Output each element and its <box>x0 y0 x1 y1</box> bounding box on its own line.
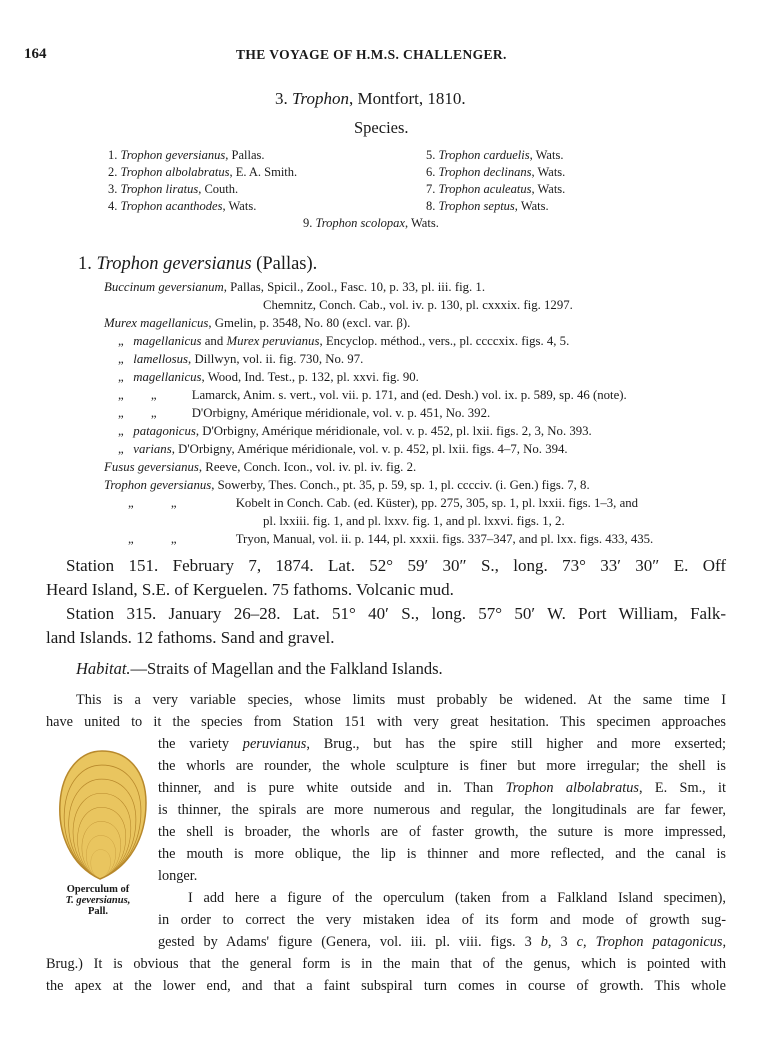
page-number: 164 <box>24 46 47 62</box>
synonym-line-6: „ magellanicus, Wood, Ind. Test., p. 132, pl. xxvi. fig. 90. <box>118 370 419 384</box>
species-item-5: 5. Trophon carduelis, Wats. <box>426 148 564 162</box>
species-section-heading: 1. Trophon geversianus (Pallas). <box>78 254 318 274</box>
figure-caption <box>44 884 152 917</box>
station-line-3: Station 315. January 26–28. Lat. 51° 40′ S., long. 57° 50′ W. Port William, Falk- <box>66 604 726 623</box>
body-line-9: longer. <box>158 868 198 884</box>
body-line-10: I add here a figure of the operculum (taken from a Falkland Island specimen), <box>188 890 726 906</box>
species-item-4: 4. Trophon acanthodes, Wats. <box>108 199 257 213</box>
operculum-figure <box>52 745 152 885</box>
station-line-1: Station 151. February 7, 1874. Lat. 52° 59′ 30″ S., long. 73° 33′ 30″ E. Off <box>66 556 726 575</box>
body-line-7: the shell is broader, the whorls are of faster growth, the suture is more impressed, <box>158 824 726 840</box>
genus-name: Trophon <box>292 89 350 108</box>
synonym-line-7: „ „ Lamarck, Anim. s. vert., vol. vii. p. 171, and (ed. Desh.) vol. ix. p. 589, sp. 46 (note). <box>118 388 627 402</box>
species-item-6: 6. Trophon declinans, Wats. <box>426 165 566 179</box>
synonym-line-11: Fusus geversianus, Reeve, Conch. Icon., vol. iv. pl. iv. fig. 2. <box>104 460 417 474</box>
genus-number: 3. <box>275 89 288 108</box>
operculum-outline <box>60 751 146 879</box>
body-line-13: Brug.) It is obvious that the general form is in the main that of the genus, which is pointed with <box>46 956 726 972</box>
synonym-line-14: pl. lxxiii. fig. 1, and pl. lxxv. fig. 1, and pl. lxxvi. figs. 1, 2. <box>263 514 565 528</box>
synonym-line-15: „ „ Tryon, Manual, vol. ii. p. 144, pl. xxxii. figs. 337–347, and pl. lxx. figs. 433, 435. <box>128 532 654 546</box>
species-item-1: 1. Trophon geversianus, Pallas. <box>108 148 265 162</box>
body-line-6: is thinner, the spirals are more numerous and regular, the longitudinals are far fewer, <box>158 802 726 818</box>
body-line-11: in order to correct the very mistaken idea of its form and mode of growth sug- <box>158 912 726 928</box>
species-item-7: 7. Trophon aculeatus, Wats. <box>426 182 566 196</box>
synonym-line-8: „ „ D'Orbigny, Amérique méridionale, vol. v. p. 451, No. 392. <box>118 406 491 420</box>
body-line-4: the whorls are rounder, the whole sculpture is finer but more irregular; the shell is <box>158 758 726 774</box>
species-item-9: 9. Trophon scolopax, Wats. <box>303 216 439 230</box>
habitat-line: Habitat.—Straits of Magellan and the Falkland Islands. <box>76 659 443 678</box>
running-title: THE VOYAGE OF H.M.S. CHALLENGER. <box>236 47 507 62</box>
synonym-line-10: „ varians, D'Orbigny, Amérique méridionale, vol. v. p. 452, pl. lxii. figs. 4–7, No. 394. <box>118 442 568 456</box>
body-line-1: This is a very variable species, whose limits must probably be widened. At the same time I <box>76 692 726 708</box>
genus-heading <box>275 89 466 109</box>
synonym-line-12: Trophon geversianus, Sowerby, Thes. Conch., pt. 35, p. 59, sp. 1, pl. cccciv. (i. Gen.) figs. 7, 8. <box>104 478 590 492</box>
species-item-8: 8. Trophon septus, Wats. <box>426 199 549 213</box>
figure-caption-line-3: Pall. <box>87 906 109 917</box>
synonym-line-9: „ patagonicus, D'Orbigny, Amérique méridionale, vol. v. p. 452, pl. lxii. figs. 2, 3, No. 393. <box>118 424 592 438</box>
synonym-line-4: „ magellanicus and Murex peruvianus, Encyclop. méthod., vers., pl. ccccxix. figs. 4, 5. <box>118 334 570 348</box>
body-line-2: have united to it the species from Station 151 with very great hesitation. This specimen approaches <box>46 714 726 730</box>
species-item-2: 2. Trophon albolabratus, E. A. Smith. <box>108 165 298 179</box>
synonym-line-13: „ „ Kobelt in Conch. Cab. (ed. Küster), pp. 275, 305, sp. 1, pl. lxxii. figs. 1–3, and <box>128 496 639 510</box>
synonym-line-3: Murex magellanicus, Gmelin, p. 3548, No. 80 (excl. var. β). <box>104 316 411 330</box>
station-line-4: land Islands. 12 fathoms. Sand and gravel. <box>46 628 335 647</box>
body-line-5: thinner, and is pure white outside and in. Than Trophon albolabratus, E. Sm., it <box>158 780 726 796</box>
synonym-line-5: „ lamellosus, Dillwyn, vol. ii. fig. 730, No. 97. <box>118 352 364 366</box>
synonym-line-2: Chemnitz, Conch. Cab., vol. iv. p. 130, pl. cxxxix. fig. 1297. <box>263 298 573 312</box>
species-item-3: 3. Trophon liratus, Couth. <box>108 182 239 196</box>
body-line-8: the mouth is more oblique, the lip is thinner and more reflected, and the canal is <box>158 846 726 862</box>
figure-caption-line-2: T. geversianus, <box>65 895 131 906</box>
body-line-14: the apex at the lower end, and that a faint subspiral turn comes in course of growth. This whole <box>46 978 726 994</box>
synonym-line-1: Buccinum geversianum, Pallas, Spicil., Zool., Fasc. 10, p. 33, pl. iii. fig. 1. <box>104 280 486 294</box>
body-line-12: gested by Adams' figure (Genera, vol. iii. pl. viii. figs. 3 b, 3 c, Trophon patagonicus, <box>158 934 727 950</box>
body-line-3: the variety peruvianus, Brug., but has the spire still higher and more exserted; <box>158 736 726 752</box>
figure-caption-line-1: Operculum of <box>66 884 130 895</box>
station-line-2: Heard Island, S.E. of Kerguelen. 75 fathoms. Volcanic mud. <box>46 580 454 599</box>
species-heading: Species. <box>354 118 409 137</box>
genus-authority: , Montfort, 1810. <box>349 89 466 108</box>
